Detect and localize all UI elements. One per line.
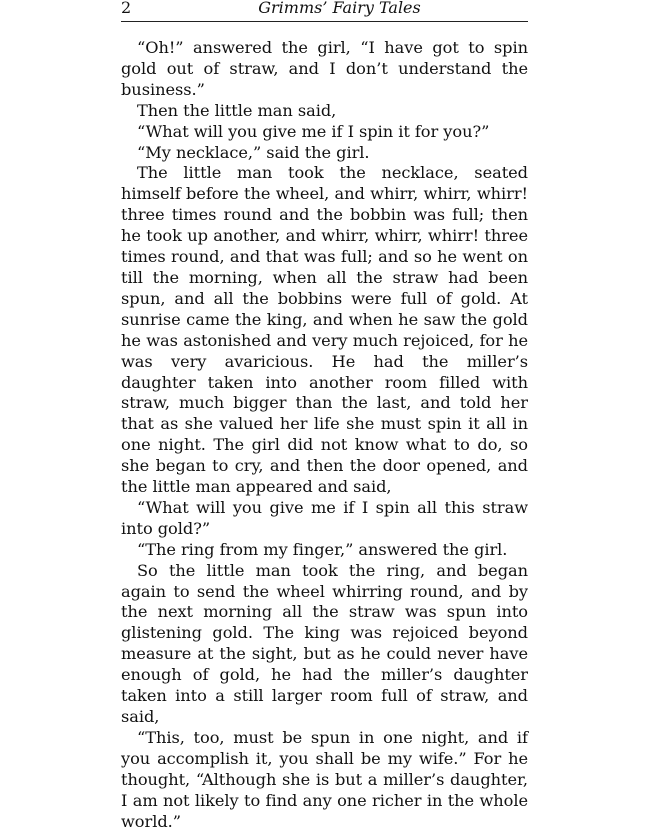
body-text — [121, 38, 528, 832]
paragraph-my-necklace: “My necklace,” said the girl. — [137, 142, 370, 162]
paragraph-oh-answered: “Oh!” answered the girl, “I have got to spin gold out of straw, and I don’t understand the business.” — [121, 38, 528, 99]
paragraph-what-will-you-give: “What will you give me if I spin it for you?” — [137, 121, 490, 141]
paragraph-little-man-said: Then the little man said, — [137, 100, 337, 120]
running-header — [121, 0, 528, 22]
paragraph-ring-spinning: So the little man took the ring, and began again to send the wheel whirring round, and by the next morning all the straw was spun into glistening gold. The king was rejoiced beyond measure at the sight, but as he could never have enough of gold, he had the miller’s daughter taken into a still larger room full of straw, and said, — [121, 560, 528, 726]
paragraph-ring-from-finger: “The ring from my finger,” answered the girl. — [137, 539, 508, 559]
book-page — [121, 0, 528, 832]
paragraph-necklace-spinning: The little man took the necklace, seated himself before the wheel, and whirr, whirr, whirr! three times round and the bobbin was full; then he took up another, and whirr, whirr, whirr! three times round, and that was full; and so he went on till the morning, when all the straw had been spun, and all the bobbins were full of gold. At sunrise came the king, and when he saw the gold he was astonished and very much rejoiced, for he was very avaricious. He had the miller’s daughter taken into another room filled with straw, much bigger than the last, and told her that as she valued her life she must spin it all in one night. The girl did not know what to do, so she began to cry, and then the door opened, and the little man appeared and said, — [121, 163, 528, 497]
page-number: 2 — [121, 0, 132, 17]
running-title: Grimms’ Fairy Tales — [258, 0, 421, 17]
paragraph-must-be-spun: “This, too, must be spun in one night, and if you accomplish it, you shall be my wife.” For he thought, “Although she is but a miller’s daughter, I am not likely to find any one richer in the whole world.” — [121, 727, 528, 831]
paragraph-spin-all-this-straw: “What will you give me if I spin all this straw into gold?” — [121, 497, 528, 538]
